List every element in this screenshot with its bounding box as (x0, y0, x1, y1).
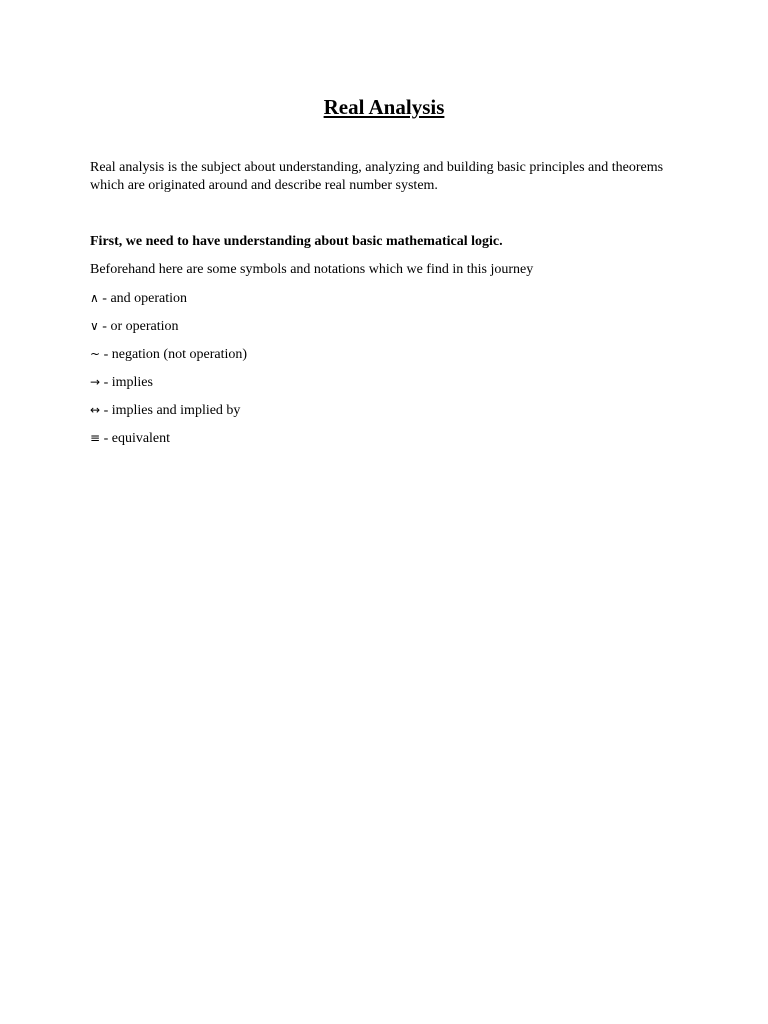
symbol-item-negation (90, 345, 247, 373)
biconditional-symbol: ↔ (90, 403, 101, 417)
symbol-description: - and operation (98, 291, 188, 306)
equivalent-symbol: ≡ (90, 431, 101, 445)
symbol-list (90, 289, 247, 457)
symbol-description: - negation (not operation) (100, 347, 248, 362)
symbol-item-implies (90, 373, 247, 401)
symbol-item-or (90, 317, 247, 345)
symbol-description: - equivalent (100, 431, 171, 446)
intro-paragraph (90, 159, 690, 195)
symbol-item-equivalent (90, 429, 247, 457)
symbol-description: - implies (100, 375, 153, 390)
page-title: Real Analysis (323, 95, 445, 119)
intro-line-1: Real analysis is the subject about understanding, analyzing and building basic principles and theorems (90, 160, 664, 175)
symbol-description: - implies and implied by (100, 403, 241, 418)
section-heading: First, we need to have understanding about basic mathematical logic. (90, 234, 503, 249)
symbol-description: - or operation (98, 319, 179, 334)
preface-text: Beforehand here are some symbols and notations which we find in this journey (90, 262, 534, 277)
implies-symbol: → (90, 375, 101, 389)
and-symbol: ∧ (90, 291, 99, 305)
or-symbol: ∨ (90, 319, 99, 333)
intro-line-2: which are originated around and describe real number system. (90, 178, 438, 193)
symbol-item-biconditional (90, 401, 247, 429)
negation-symbol: ~ (90, 347, 101, 361)
symbol-item-and (90, 289, 247, 317)
